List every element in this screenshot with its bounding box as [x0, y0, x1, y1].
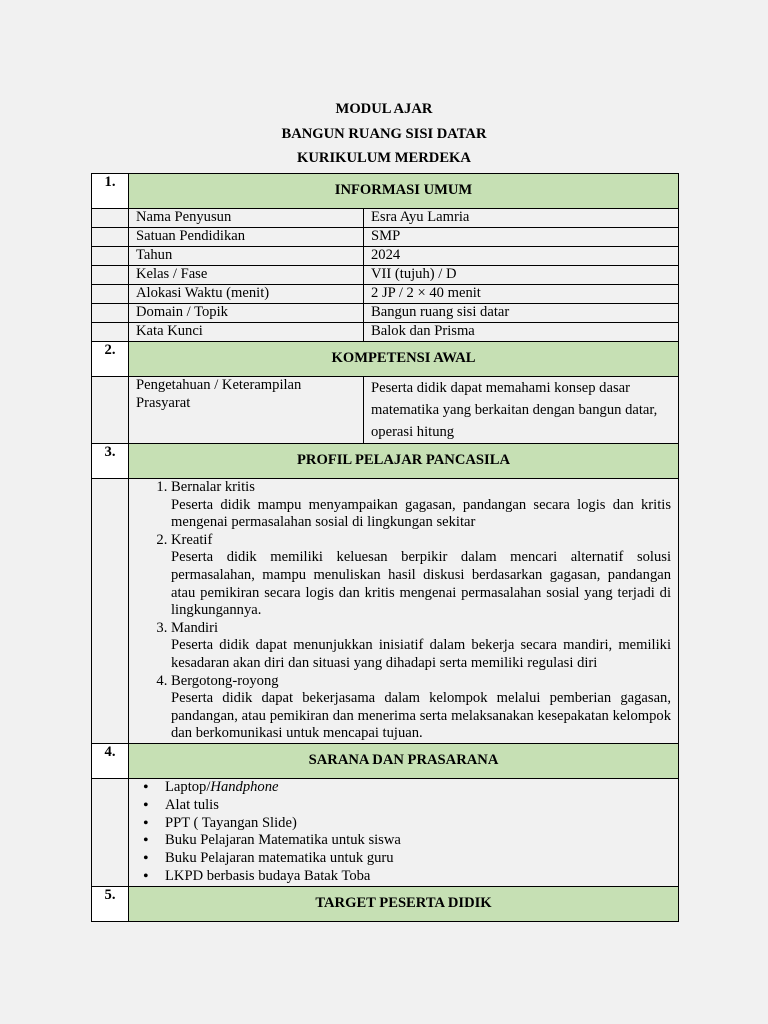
list-item: [171, 479, 671, 532]
profil-desc: Peserta didik dapat menunjukkan inisiatif dalam bekerja secara mandiri, memiliki kesadaran akan diri dan situasi yang dihadapi serta memiliki regulasi diri: [171, 637, 672, 671]
kompetensi-row: [92, 377, 679, 444]
section-header-2: [92, 342, 679, 377]
info-row: [92, 228, 679, 247]
info-key: Alokasi Waktu (menit): [129, 285, 364, 304]
section-header-3: [92, 444, 679, 479]
section-title: INFORMASI UMUM: [129, 174, 679, 209]
info-value: 2024: [364, 247, 679, 266]
info-key: Kata Kunci: [129, 323, 364, 342]
info-value: SMP: [364, 228, 679, 247]
profil-row: [92, 479, 679, 744]
info-key: Domain / Topik: [129, 304, 364, 323]
kompetensi-key-line-2: Prasyarat: [136, 394, 191, 411]
list-item: • Buku Pelajaran matematika untuk guru: [165, 850, 671, 868]
section-title: TARGET PESERTA DIDIK: [129, 886, 679, 921]
sarana-item-prefix: Laptop/: [165, 778, 211, 795]
info-key: Kelas / Fase: [129, 266, 364, 285]
profil-title: 1. Bernalar kritis: [171, 479, 255, 495]
section-number: 5.: [92, 886, 129, 921]
title-line-1: MODUL AJAR: [335, 101, 433, 117]
info-row: [92, 209, 679, 228]
list-item: [171, 532, 671, 620]
section-title: SARANA DAN PRASARANA: [129, 743, 679, 778]
list-item: • LKPD berbasis budaya Batak Toba: [165, 868, 671, 886]
list-item: • Alat tulis: [165, 797, 671, 815]
info-key: Nama Penyusun: [129, 209, 364, 228]
profil-title: 4. Bergotong-royong: [171, 672, 279, 689]
document-title-block: [0, 98, 768, 172]
info-value: Esra Ayu Lamria: [364, 209, 679, 228]
profil-title: 2. Kreatif: [171, 531, 213, 548]
section-number: 3.: [92, 444, 129, 479]
sarana-list: [165, 779, 671, 886]
kompetensi-key-line-1: Pengetahuan / Keterampilan: [136, 377, 302, 393]
list-item: • PPT ( Tayangan Slide): [165, 815, 671, 833]
section-title: KOMPETENSI AWAL: [129, 342, 679, 377]
title-line-3: KURIKULUM MERDEKA: [297, 150, 471, 166]
list-item: [171, 620, 671, 673]
section-number: 2.: [92, 342, 129, 377]
profil-title: 3. Mandiri: [171, 619, 219, 636]
info-row: [92, 285, 679, 304]
list-item: [165, 779, 671, 797]
list-item: [171, 673, 671, 743]
profil-list: [143, 479, 671, 743]
sarana-item-italic: Handphone: [210, 778, 279, 795]
info-row: [92, 323, 679, 342]
section-header-4: [92, 743, 679, 778]
sarana-row: [92, 778, 679, 886]
section-title: PROFIL PELAJAR PANCASILA: [129, 444, 679, 479]
info-value: Bangun ruang sisi datar: [364, 304, 679, 323]
info-row: [92, 247, 679, 266]
info-value: VII (tujuh) / D: [364, 266, 679, 285]
title-line-2: BANGUN RUANG SISI DATAR: [281, 125, 487, 142]
module-table: [91, 173, 679, 922]
list-item: • Buku Pelajaran Matematika untuk siswa: [165, 832, 671, 850]
info-row: [92, 266, 679, 285]
info-row: [92, 304, 679, 323]
kompetensi-value: Peserta didik dapat memahami konsep dasar matematika yang berkaitan dengan bangun datar, operasi hitung: [364, 377, 679, 444]
section-header-5: [92, 886, 679, 921]
section-header-1: [92, 174, 679, 209]
sarana-content: [129, 778, 679, 886]
info-key: Satuan Pendidikan: [129, 228, 364, 247]
info-key: Tahun: [129, 247, 364, 266]
profil-desc: Peserta didik mampu menyampaikan gagasan, pandangan secara logis dan kritis mengenai permasalahan sosial di lingkungan sekitar: [171, 496, 672, 531]
info-value: Balok dan Prisma: [364, 323, 679, 342]
section-number: 1.: [92, 174, 129, 209]
profil-desc: Peserta didik memiliki keluesan berpikir dalam mencari alternatif solusi permasalahan, mampu menuliskan hasil diskusi berdasarkan gagasan, pandangan atau pemikiran secara logis dan kritis mengenai permasalahan sosial yang terjadi di lingkungannya.: [171, 549, 672, 619]
profil-content: [129, 479, 679, 744]
kompetensi-key: [129, 377, 364, 444]
info-value: 2 JP / 2 × 40 menit: [364, 285, 679, 304]
section-number: 4.: [92, 743, 129, 778]
profil-desc: Peserta didik dapat bekerjasama dalam kelompok melalui pemberian gagasan, pandangan, atau pemikiran dan menerima serta melaksanakan kesepakatan kelompok dan berkomunikasi untuk mencapai tujuan.: [171, 690, 672, 742]
